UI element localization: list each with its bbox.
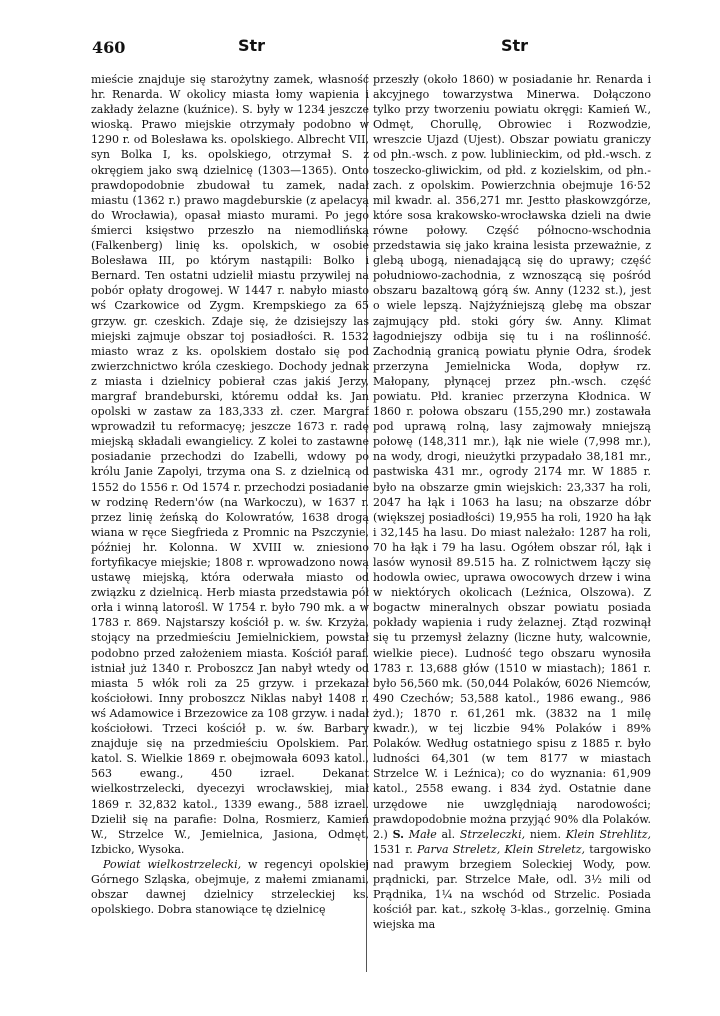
entry-sep-3: 1531 r. [373, 842, 418, 856]
right-paragraph-1-text: przeszły (około 1860) w posiadanie hr. Renarda i akcyjnego towarzystwa Minerwa. Dołączono tylko przy tworzeniu powiatu okręgi: Kamień W., Odmęt, Chorullę, Obrowiec i Rozwodzie, wreszcie Ujazd (Ujest). Obszar powiatu graniczy od płn.-wsch. z pow. lublinieckim, od płd.-wsch. z toszecko-gliwickim, od płd. z kozielskim, od płn.-zach. z opolskim. Powierzchnia obejmuje 16·52 mil kwadr. al. 356,271 mr. Jestto płaskowzgórze, które sosa krakowsko-wrocławska dzieli na dwie równe połowy. Część północno-wschodnia przedstawia się jako kraina lesista przeważnie, z glebą ubogą, nienadającą się do uprawy; część południowo-zachodnia, z wznoszącą się pośród obszaru bazaltową górą św. Anny (1232 st.), jest o wiele lepszą. Najżyźniejszą glebę ma obszar zajmujący płd. stoki góry św. Anny. Klimat łagodniejszy odbija się tu i na roślinność. Zachodnią granicą powiatu płynie Odra, środek przerzyna Jemielnicka Woda, dopływ rz. Małopany, płynącej przez płn.-wsch. część powiatu. Płd. kraniec przerzyna Kłodnica. W 1860 r. połowa obszaru (155,290 mr.) zostawała pod uprawą rolną, lasy zajmowały mniejszą połowę (148,311 mr.), łąk nie wiele (7,998 mr.), na wody, drogi, nieużytki przypadało 38,181 mr., pastwiska 431 mr., ogrody 2174 mr. W 1885 r. było na obszarze gmin wiejskich: 23,337 ha roli, 2047 ha łąk i 1063 ha lasu; na obszarze dóbr (większej posiadłości) 19,955 ha roli, 1920 ha łąk i 32,145 ha lasu. Do miast należało: 1287 ha roli, 70 ha łąk i 79 ha lasu. Ogółem obszar ról, łąk i lasów wynosił 89.515 ha. Z rolnictwem łączy się hodowla owiec, uprawa owocowych drzew i wina w niektórych okolicach (Leźnica, Olszowa). Z bogactw mineralnych obszar powiatu posiada pokłady wapienia i rudy żelaznej. Ztąd rozwinął się tu przemysł żelazny (liczne huty, walcownie, wielkie piece). Ludność tego obszaru wynosiła 1783 r. 13,688 głów (1510 w miastach); 1861 r. było 56,560 mk. (50,044 Polaków, 6026 Niemców, 490 Czechów; 53,588 katol., 1986 ewang., 986 żyd.); 1870 r. 61,261 mk. (3832 na 1 milę kwadr.), w tej liczbie 94% Polaków i 89% Polaków. Według ostatniego spisu z 1885 r. było ludności 64,301 (w tem 8177 w miastach Strzelce W. i Leźnica); co do wyznania: 61,909 katol., 2558 ewang. i 834 żyd. Ostatnie dane urzędowe nie uwzględniają narodowości; prawdopodobnie można przyjąć 90% dla Polaków. 2.) [373, 73, 651, 841]
left-paragraph-1: mieście znajduje się starożytny zamek, własność hr. Renarda. W okolicy miasta łomy wapienia i zakłady żelazne (kuźnice). S. były w 1234 jeszcze wioską. Prawo miejskie otrzymały podobno w 1290 r. od Bolesława ks. opolskiego. Albrecht VII, syn Bolka I, ks. opolskiego, otrzymał S. z okręgiem jako swą dzielnicę (1303—1365). Onto prawdopodobnie zbudował tu zamek, nadał miastu (1362 r.) prawo magdeburskie (z apelacyą do Wrocławia), opasał miasto murami. Po jego śmierci księstwo przeszło na niemodlińską (Falkenberg) linię ks. opolskich, w osobie Bolesława III, po którym nastąpili: Bolko i Bernard. Ten ostatni udzielił miastu przywilej na pobór opłaty drogowej. W 1447 r. nabyło miasto wś Czarkowice od Zygm. Krempskiego za 65 grzyw. gr. czeskich. Zdaje się, że dzisiejszy las miejski zajmuje obszar toj posiadłości. R. 1532 miasto wraz z ks. opolskiem dostało się pod zwierzchnictwo króla czeskiego. Dochody jednak z miasta i dzielnicy pobierał czas jakiś Jerzy, margraf brandeburski, któremu oddał ks. Jan opolski w zastaw za 183,333 zł. czer. Margraf wprowadził tu reformacyę; jeszcze 1673 r. radę miejską składali ewangielicy. Z kolei to zastawne posiadanie przechodzi do Izabelli, wdowy po królu Janie Zapolyi, trzyma ona S. z dzielnicą od 1552 do 1556 r. Od 1574 r. przechodzi posiadanie w rodzinę Redern'ów (na Warkoczu), w 1637 r. przez linię żeńską do Kolowratów, 1638 drogą wiana w ręce Siegfrieda z Promnic na Pszczynie, później hr. Kolonna. W XVIII w. zniesiono fortyfikacye miejskie; 1808 r. wprowadzono nową ustawę miejską, która oderwała miasto od związku z dzielnicą. Herb miasta przedstawia pół orła i winną latorośl. W 1754 r. było 790 mk. a w 1783 r. 869. Najstarszy kościół p. w. św. Krzyża, stojący na przedmieściu Jemielnickiem, powstał podobno przed założeniem miasta. Kościół paraf. istniał już 1340 r. Proboszcz Jan nabył wtedy od miasta 5 włók roli za 25 grzyw. i przekazał kościołowi. Inny proboszcz Niklas nabył 1408 r. wś Adamowice i Brzezowice za 108 grzyw. i nadał kościołowi. Trzeci kościół p. w. św. Barbary znajduje się na przedmieściu Opolskiem. Par. katol. S. Wielkie 1869 r. obejmowała 6093 katol., 563 ewang., 450 izrael. Dekanat wielkostrzelecki, dyecezyi wrocławskiej, miał 1869 r. 32,832 katol., 1339 ewang., 588 izrael. Dzielił się na parafie: Dolna, Rosmierz, Kamień W., Strzelce W., Jemielnica, Jasiona, Odmęt, Izbicko, Wysoka. [91, 73, 369, 856]
left-paragraph-2-text: w regencyi opolskiej Górnego Szląska, obejmuje, z małemi zmianami, obszar dawnej dzielnicy strzeleckiej ks. opolskiego. Dobra stanowiące tę dzielnicę [91, 857, 369, 917]
entry-name-strzeleczki: Strzeleczki, [459, 827, 526, 841]
left-column [91, 72, 369, 972]
entry-sep-1: al. [436, 827, 460, 841]
entry-name-german: Klein Strehlitz, [565, 827, 651, 841]
powiat-heading: Powiat wielkostrzelecki, [103, 857, 242, 871]
running-head-right: Str [501, 36, 529, 55]
right-paragraph-1 [373, 72, 651, 932]
right-column [373, 72, 651, 972]
entry-name-male: Małe [404, 827, 437, 841]
entry-sep-2: niem. [525, 827, 566, 841]
entry-name-historic: Parva Streletz, Klein Streletz, [417, 842, 585, 856]
page-number: 460 [92, 38, 126, 57]
entry-heading: S. [392, 827, 404, 841]
entry-text: targowisko nad prawym brzegiem Soleckiej Wody, pow. prądnicki, par. Strzelce Małe, odl. 3½ mili od Prądnika, 1¼ na wschód od Strzelic. Posiada kościół par. kat., szkołę 3-klas., gorzelnię. Gmina wiejska ma [373, 842, 651, 932]
running-head-left: Str [238, 36, 266, 55]
left-paragraph-2 [91, 857, 369, 917]
